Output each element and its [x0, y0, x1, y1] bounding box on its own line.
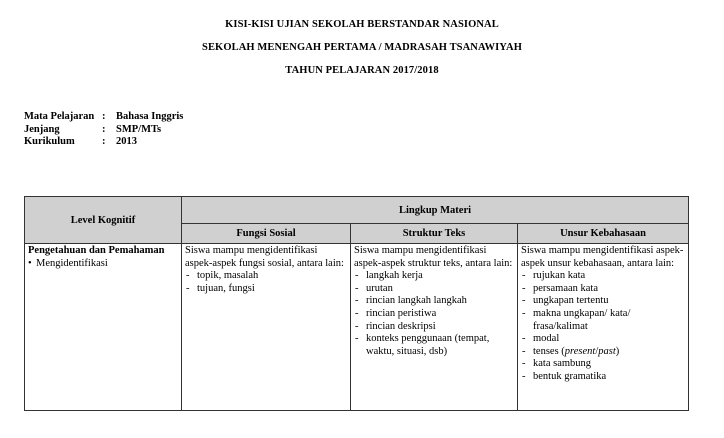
level-bullet-text: Mengidentifikasi	[36, 257, 108, 269]
list-item-text: urutan	[366, 282, 393, 294]
list-item-text: kata sambung	[533, 358, 592, 370]
header-unsur-kebahasaan: Unsur Kebahasaan	[518, 224, 689, 244]
dash-icon: -	[522, 370, 526, 382]
list-item	[521, 295, 685, 308]
meta-level	[24, 124, 183, 137]
list-item	[521, 308, 685, 333]
list-item-text: rincian langkah langkah	[366, 295, 467, 307]
level-title: Pengetahuan dan Pemahaman	[28, 245, 165, 256]
list-item	[521, 283, 685, 296]
list-item	[185, 270, 347, 283]
cell-fungsi-sosial	[182, 244, 351, 411]
list-item	[185, 283, 347, 296]
list-item	[354, 308, 514, 321]
tenses-slash: /	[595, 345, 599, 357]
list-item-text: rincian deskripsi	[366, 320, 436, 332]
subject-info	[24, 111, 183, 149]
list-item-text: ungkapan tertentu	[533, 295, 609, 307]
tenses-past: past	[598, 345, 616, 357]
list-item-text: modal	[533, 333, 560, 345]
dash-icon: -	[355, 307, 359, 319]
dash-icon: -	[355, 295, 359, 307]
list-item	[354, 270, 514, 283]
dash-icon: -	[522, 333, 526, 345]
dash-icon: -	[522, 307, 526, 319]
list-item	[521, 333, 685, 346]
list-item	[521, 270, 685, 283]
doc-title-line-1: KISI-KISI UJIAN SEKOLAH BERSTANDAR NASIONAL	[225, 19, 499, 30]
meta-value: Bahasa Inggris	[116, 111, 184, 122]
list-item	[521, 358, 685, 371]
dash-icon: -	[522, 282, 526, 294]
cell-struktur-teks	[351, 244, 518, 411]
header-lingkup-materi: Lingkup Materi	[182, 197, 689, 224]
tenses-prefix: tenses (	[533, 345, 565, 357]
list-item-text: makna ungkapan/ kata/ frasa/kalimat	[533, 307, 631, 332]
dash-icon: -	[522, 358, 526, 370]
meta-value: 2013	[116, 136, 137, 147]
meta-label: Mata Pelajaran	[24, 111, 95, 122]
list-item-tenses	[521, 346, 685, 359]
tenses-present: present	[564, 345, 596, 357]
level-bullet-item	[28, 258, 178, 271]
doc-title-line-2: SEKOLAH MENENGAH PERTAMA / MADRASAH TSANAWIYAH	[202, 42, 522, 53]
unsur-intro: Siswa mampu mengidentifikasi aspek-aspek unsur kebahasaan, antara lain:	[521, 245, 684, 269]
list-item	[354, 283, 514, 296]
list-item	[354, 295, 514, 308]
meta-label: Jenjang	[24, 123, 60, 135]
dash-icon: -	[186, 270, 190, 282]
cell-level-kognitif	[25, 244, 182, 411]
list-item	[354, 333, 514, 358]
list-item-text: bentuk gramatika	[533, 370, 607, 382]
dash-icon: -	[355, 333, 359, 345]
list-item-text: tujuan, fungsi	[197, 282, 255, 294]
list-item	[521, 371, 685, 384]
dash-icon: -	[355, 270, 359, 282]
meta-colon: :	[102, 111, 106, 122]
meta-colon: :	[102, 123, 106, 135]
dash-icon: -	[355, 282, 359, 294]
header-struktur-teks: Struktur Teks	[351, 224, 518, 244]
meta-curriculum	[24, 136, 183, 149]
dash-icon: -	[522, 295, 526, 307]
fungsi-list	[185, 270, 347, 295]
list-item-text: rincian peristiwa	[366, 307, 437, 319]
dash-icon: -	[355, 320, 359, 332]
meta-colon: :	[102, 136, 106, 147]
meta-label: Kurikulum	[24, 136, 75, 147]
meta-subject	[24, 111, 183, 124]
tenses-suffix: )	[615, 345, 620, 357]
list-item-text: konteks penggunaan (tempat, waktu, situasi, dsb)	[366, 333, 490, 357]
meta-value: SMP/MTs	[116, 123, 162, 135]
unsur-list	[521, 270, 685, 383]
header-level-kognitif: Level Kognitif	[25, 197, 182, 244]
list-item	[354, 321, 514, 334]
header-fungsi-sosial: Fungsi Sosial	[182, 224, 351, 244]
list-item-text: rujukan kata	[533, 270, 586, 282]
fungsi-intro: Siswa mampu mengidentifikasi aspek-aspek fungsi sosial, antara lain:	[185, 245, 344, 269]
list-item-text: topik, masalah	[197, 270, 259, 282]
dash-icon: -	[522, 270, 526, 282]
kisi-kisi-table	[24, 196, 689, 411]
struktur-list	[354, 270, 514, 358]
doc-title-line-3: TAHUN PELAJARAN 2017/2018	[285, 65, 439, 76]
cell-unsur-kebahasaan	[518, 244, 689, 411]
dash-icon: -	[186, 282, 190, 294]
struktur-intro: Siswa mampu mengidentifikasi aspek-aspek struktur teks, antara lain:	[354, 245, 513, 269]
bullet-icon: •	[28, 257, 32, 269]
dash-icon: -	[522, 345, 526, 357]
list-item-text: langkah kerja	[366, 270, 423, 282]
list-item-text: persamaan kata	[533, 282, 599, 294]
